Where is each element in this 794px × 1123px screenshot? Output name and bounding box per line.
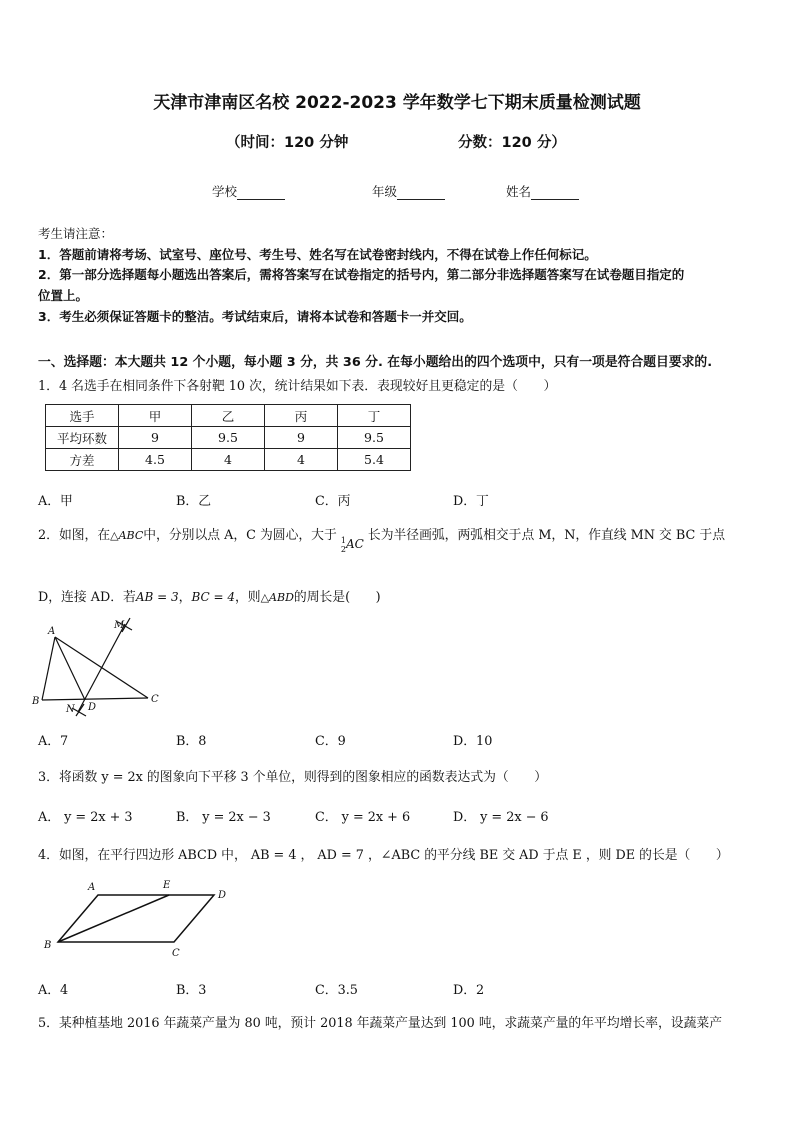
fraction-denominator: 2 (340, 544, 346, 554)
notice-item: 2．第一部分选择题每小题选出答案后，需将答案写在试卷指定的括号内，第二部分非选择题答案写在试卷题目指定的 (38, 267, 685, 282)
segment-bc (42, 698, 148, 700)
label-b: B (32, 696, 40, 707)
q4-option-a[interactable]: A．4 (38, 983, 69, 998)
q5-stem: 5．某种植基地 2016 年蔬菜产量为 80 吨，预计 2018 年蔬菜产量达到 100 吨，求蔬菜产量的年平均增长率，设蔬菜产 (38, 1016, 722, 1031)
q2-bc-value: BC = 4 (191, 590, 235, 604)
q2-triangle-abd: △ABD (260, 591, 294, 604)
label-n: N (66, 704, 75, 715)
q1-stem: 1．4 名选手在相同条件下各射靶 10 次，统计结果如下表．表现较好且更稳定的是（ ） (38, 379, 557, 394)
label-m: M (114, 620, 125, 631)
q2-stem-text: D，连接 AD．若 (38, 590, 136, 605)
table-cell: 4.5 (119, 449, 192, 471)
table-row (46, 449, 411, 471)
q4-option-b[interactable]: B．3 (176, 983, 207, 998)
table-cell: 丁 (338, 405, 411, 427)
table-header-row (46, 405, 411, 427)
table-cell: 9.5 (192, 427, 265, 449)
school-label: 学校 (212, 184, 238, 199)
table-cell: 乙 (192, 405, 265, 427)
time-label: （时间：120 分钟 (226, 135, 349, 151)
q2-stem-text: 的周长是( ) (293, 590, 381, 605)
school-blank[interactable] (237, 187, 285, 200)
notice-item: 3．考生必须保证答题卡的整洁。考试结束后，请将本试卷和答题卡一并交回。 (38, 309, 472, 324)
q2-stem-text: 长为半径画弧，两弧相交于点 M，N，作直线 MN 交 BC 于点 (367, 528, 725, 543)
q2-figure (30, 612, 170, 722)
grade-blank[interactable] (397, 187, 445, 200)
q4-stem: 4．如图，在平行四边形 ABCD 中， AB = 4 ， AD = 7 ，∠ABC 的平分线 BE 交 AD 于点 E ，则 DE 的长是（ ） (38, 848, 729, 863)
q2-fraction-ac: AC (345, 537, 364, 551)
q1-table (45, 404, 411, 471)
table-cell: 5.4 (338, 449, 411, 471)
q4-option-c[interactable]: C．3.5 (315, 983, 358, 998)
label-e: E (163, 880, 171, 891)
q2-separator: ， (178, 590, 192, 605)
q4-option-d[interactable]: D．2 (453, 983, 485, 998)
section-heading: 一、选择题：本大题共 12 个小题，每小题 3 分，共 36 分. 在每小题给出的四个选项中，只有一项是符合题目要求的. (38, 355, 713, 370)
score-label: 分数：120 分） (458, 135, 566, 151)
table-row (46, 427, 411, 449)
q2-stem-line2 (38, 586, 381, 605)
label-b: B (44, 940, 52, 951)
table-cell: 丙 (265, 405, 338, 427)
segment-ab (42, 637, 55, 700)
label-a: A (48, 626, 56, 637)
q2-stem-text: 中，分别以点 A，C 为圆心，大于 (143, 528, 337, 543)
table-cell: 9.5 (338, 427, 411, 449)
notice-item: 1．答题前请将考场、试室号、座位号、考生号、姓名写在试卷密封线内，不得在试卷上作任何标记。 (38, 247, 597, 262)
segment-be (58, 895, 169, 942)
name-label: 姓名 (506, 184, 532, 199)
label-d: D (218, 890, 227, 901)
q1-option-a[interactable]: A．甲 (38, 494, 73, 509)
q2-option-c[interactable]: C．9 (315, 734, 346, 749)
name-field[interactable] (506, 182, 579, 200)
q1-option-d[interactable]: D．丁 (453, 494, 489, 509)
notice-heading: 考生请注意： (38, 226, 114, 241)
q2-stem-text: 2．如图，在 (38, 528, 111, 543)
table-cell: 方差 (46, 449, 119, 471)
label-c: C (172, 948, 180, 959)
name-blank[interactable] (531, 187, 579, 200)
school-field[interactable] (212, 182, 285, 200)
q2-triangle-abc: △ABC (110, 529, 144, 542)
parallelogram-abcd (58, 895, 214, 942)
notice-item: 位置上。 (38, 288, 89, 303)
q1-option-b[interactable]: B．乙 (176, 494, 211, 509)
q2-option-a[interactable]: A．7 (38, 734, 69, 749)
q3-stem: 3．将函数 y = 2x 的图象向下平移 3 个单位，则得到的图象相应的函数表达式为（ ） (38, 770, 548, 785)
label-c: C (151, 694, 159, 705)
q2-option-d[interactable]: D．10 (453, 734, 493, 749)
q2-ab-value: AB = 3 (135, 590, 179, 604)
q2-stem-text: ，则 (234, 590, 261, 605)
q3-option-a[interactable]: A． y = 2x + 3 (38, 810, 133, 825)
table-cell: 4 (192, 449, 265, 471)
fraction-numerator: 1 (340, 535, 346, 545)
table-cell: 平均环数 (46, 427, 119, 449)
table-cell: 4 (265, 449, 338, 471)
label-d: D (88, 702, 97, 713)
grade-field[interactable] (372, 182, 445, 200)
q4-figure (38, 874, 238, 964)
page-title: 天津市津南区名校 2022-2023 学年数学七下期末质量检测试题 (153, 93, 641, 113)
table-cell: 选手 (46, 405, 119, 427)
table-cell: 9 (119, 427, 192, 449)
q3-option-c[interactable]: C． y = 2x + 6 (315, 810, 411, 825)
q1-option-c[interactable]: C．丙 (315, 494, 351, 509)
q2-option-b[interactable]: B．8 (176, 734, 207, 749)
table-cell: 甲 (119, 405, 192, 427)
label-a: A (88, 882, 96, 893)
q3-option-d[interactable]: D． y = 2x − 6 (453, 810, 549, 825)
table-cell: 9 (265, 427, 338, 449)
q3-option-b[interactable]: B． y = 2x − 3 (176, 810, 271, 825)
q2-stem-line1 (38, 524, 725, 554)
grade-label: 年级 (372, 184, 398, 199)
